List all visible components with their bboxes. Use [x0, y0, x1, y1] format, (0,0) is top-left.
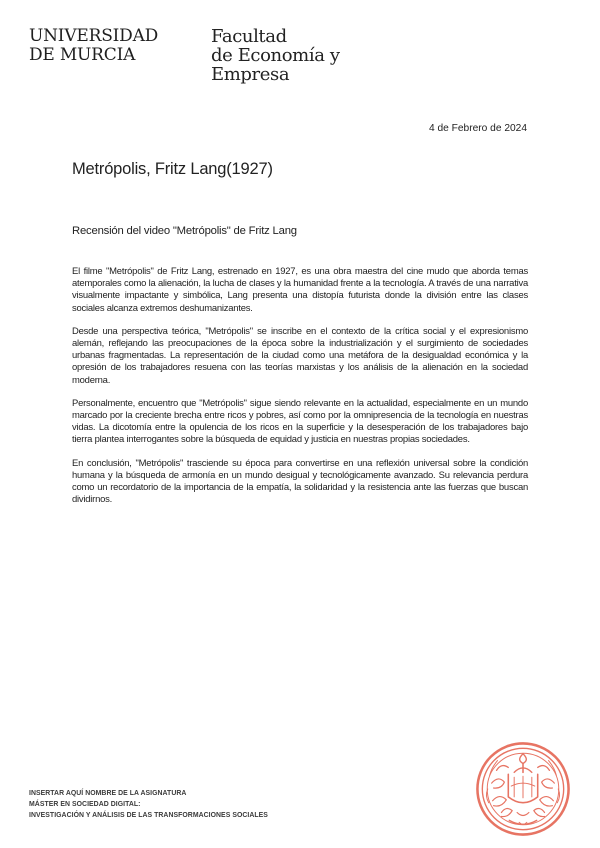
body-paragraph: Desde una perspectiva teórica, "Metrópolis" se inscribe en el contexto de la crítica social y el expresionismo alemán, reflejando las preocupaciones de la época sobre la industrialización y el surgimiento de sociedades urbanas fragmentadas. La representación de la ciudad como una metáfora de la desigualdad económica y la opresión de los trabajadores resuena con las teorías marxistas y los análisis de la alienación en la sociedad moderna.: [72, 325, 528, 386]
body-text: [72, 266, 528, 517]
footer-program-name: MÁSTER EN SOCIEDAD DIGITAL:: [29, 800, 141, 808]
footer-course-name: INSERTAR AQUÍ NOMBRE DE LA ASIGNATURA: [29, 790, 187, 797]
university-seal-icon: [474, 740, 572, 838]
body-paragraph: En conclusión, "Metrópolis" trasciende su época para convertirse en una reflexión universal sobre la condición humana y la búsqueda de armonía en un mundo desigual y tecnológicamente avanzado. Su relevancia perdura como un recordatorio de la importancia de la empatía, la solidaridad y la resistencia ante las fuerzas que buscan dividirnos.: [72, 457, 528, 506]
body-paragraph: Personalmente, encuentro que "Metrópolis" sigue siendo relevante en la actualidad, especialmente en un mundo marcado por la creciente brecha entre ricos y pobres, así como por la omnipresencia de la tecnología en nuestras vidas. La dicotomía entre la opulencia de los ricos en la superficie y la desesperación de los trabajadores bajo tierra plantea interrogantes sobre la búsqueda de equidad y justicia en nuestras propias sociedades.: [72, 397, 528, 446]
footer-info: [29, 789, 268, 821]
faculty-line-1: Facultad: [211, 26, 287, 47]
faculty-line-3: Empresa: [211, 64, 290, 85]
faculty-wordmark: [211, 27, 340, 84]
document-date: 4 de Febrero de 2024: [429, 123, 527, 134]
university-wordmark: [29, 27, 158, 65]
footer-program-subtitle: INVESTIGACIÓN Y ANÁLISIS DE LAS TRANSFORMACIONES SOCIALES: [29, 811, 268, 819]
page-subtitle: Recensión del video "Metrópolis" de Fritz Lang: [72, 225, 297, 237]
page-title: Metrópolis, Fritz Lang(1927): [72, 160, 273, 178]
university-line-1: UNIVERSIDAD: [29, 26, 159, 46]
faculty-line-2: de Economía y: [211, 45, 340, 66]
body-paragraph: El filme "Metrópolis" de Fritz Lang, estrenado en 1927, es una obra maestra del cine mudo que aborda temas atemporales como la alienación, la lucha de clases y la humanidad frente a la tecnología. A través de una narrativa visualmente impactante y simbólica, Lang presenta una distopía futurista donde la división entre las clases sociales alcanza extremos deshumanizantes.: [72, 266, 528, 314]
university-line-2: DE MURCIA: [29, 45, 136, 65]
